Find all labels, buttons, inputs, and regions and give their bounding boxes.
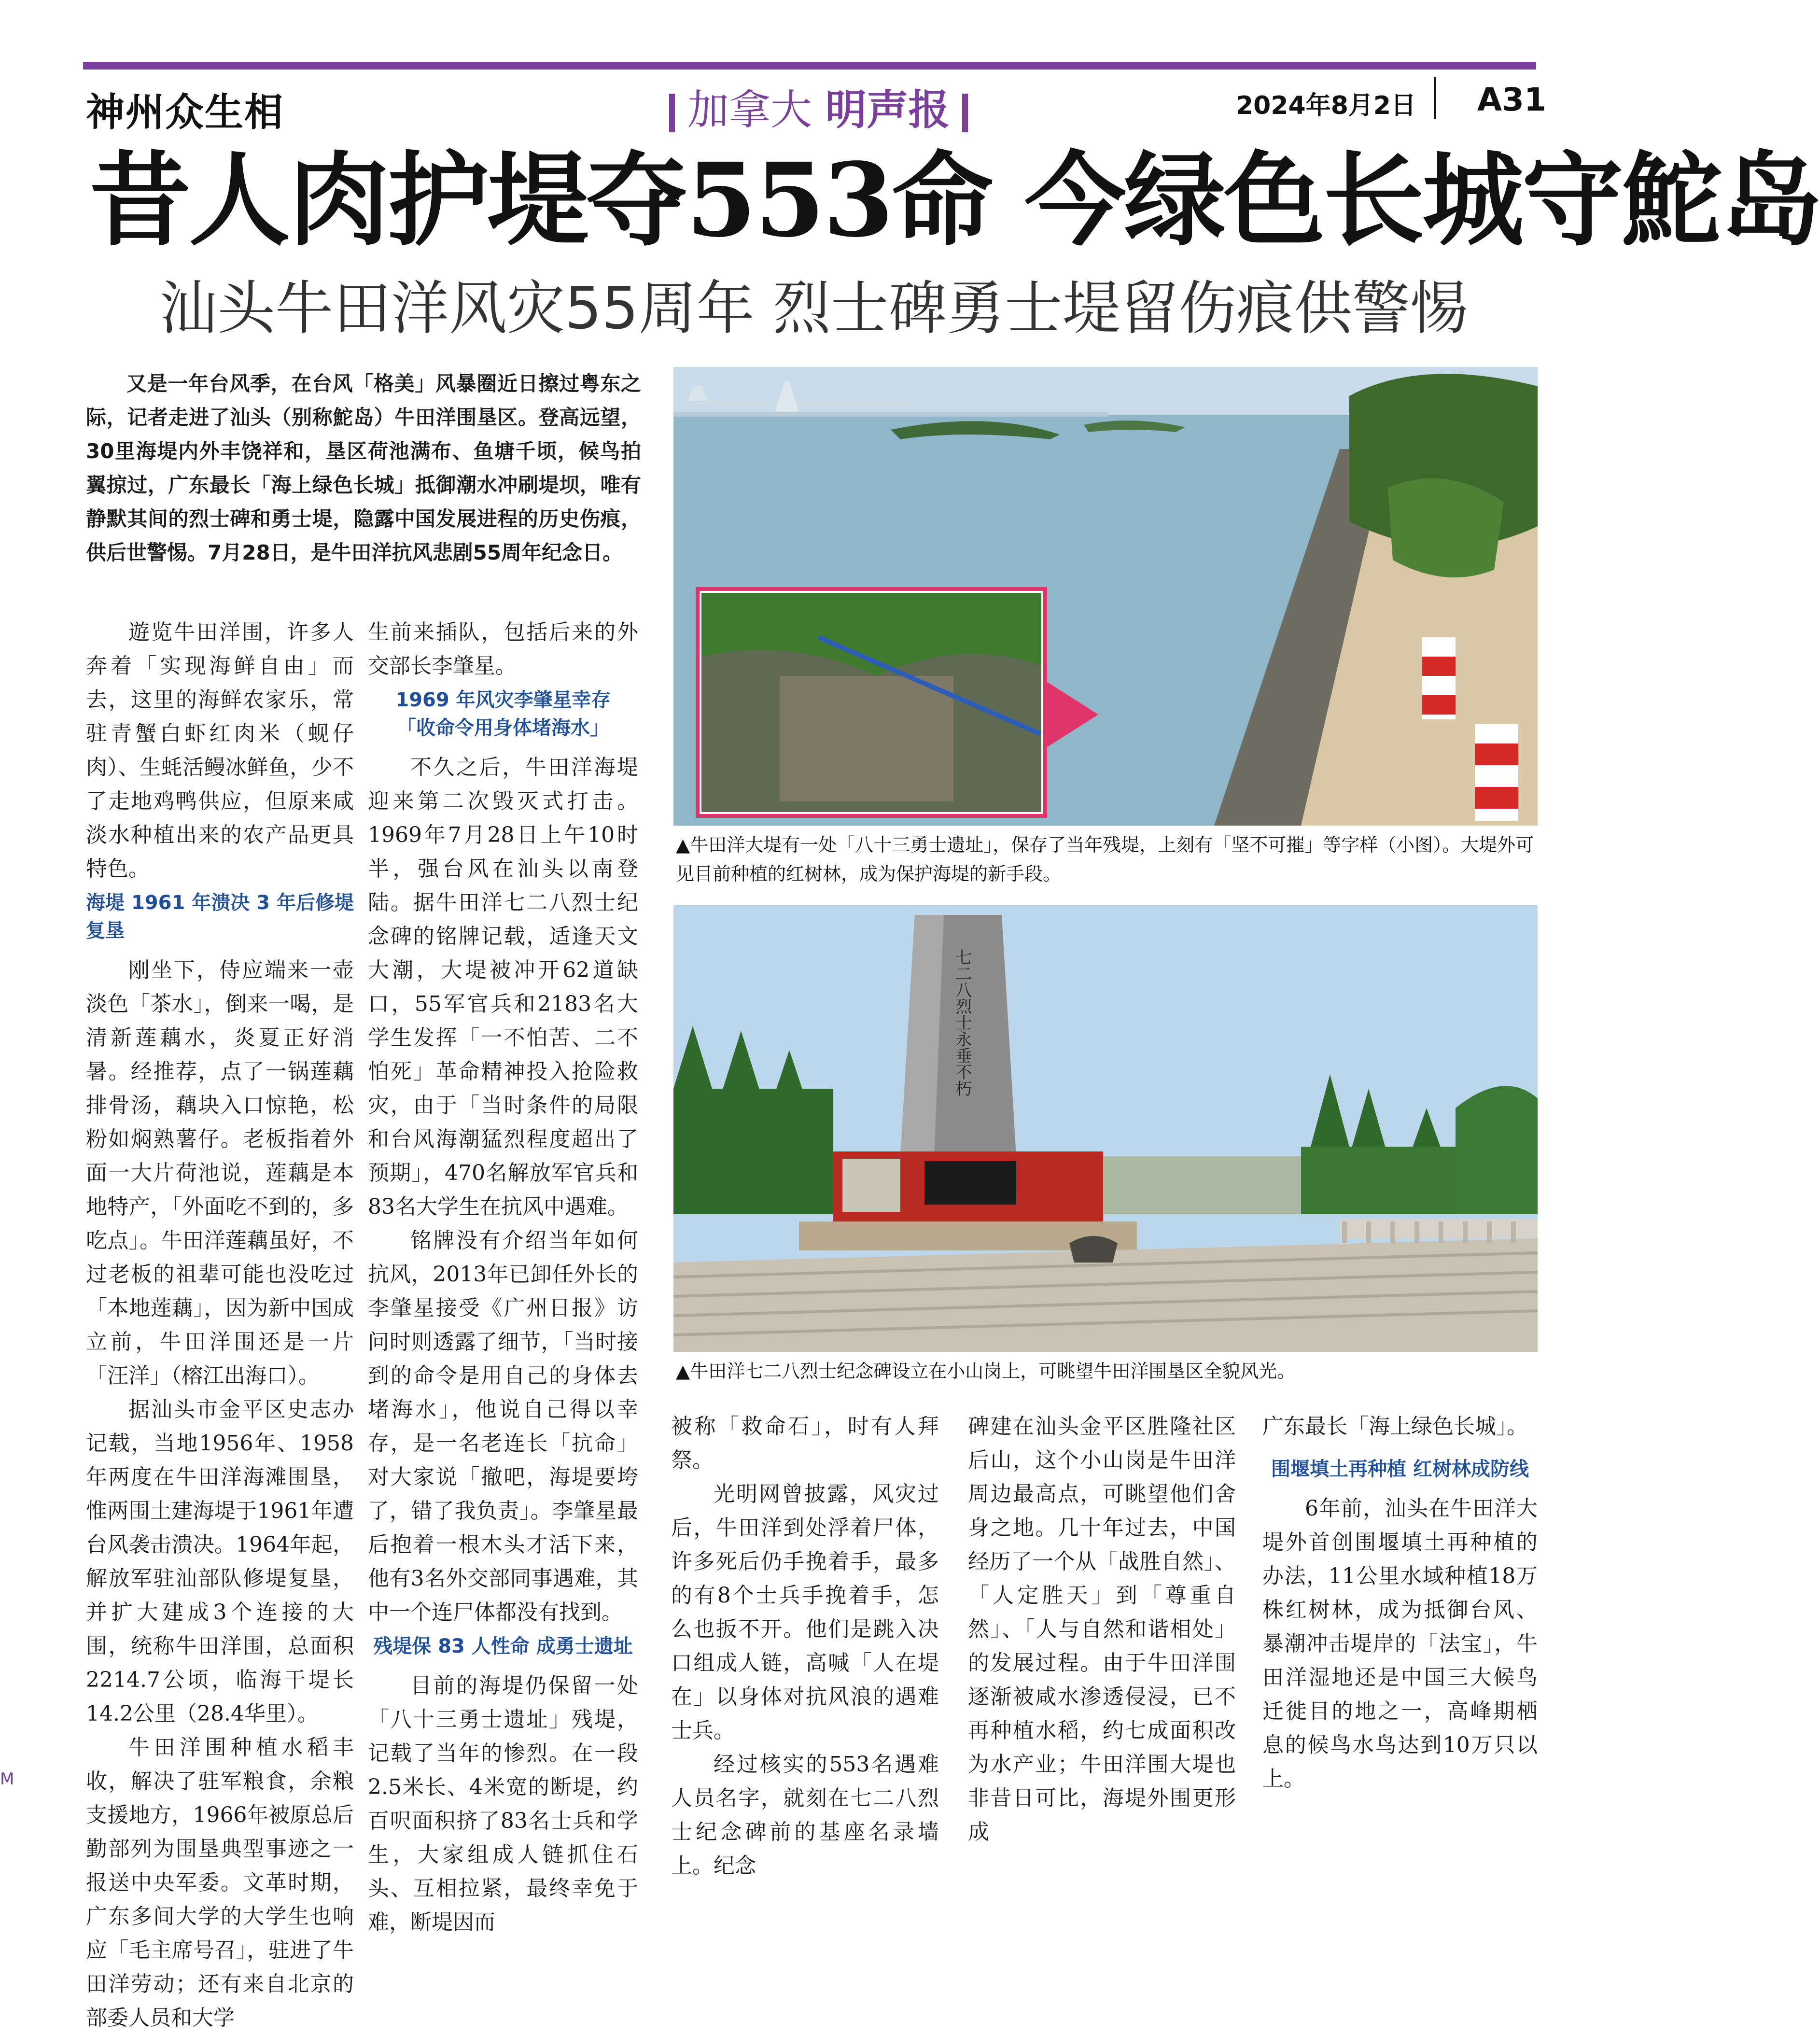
article-column-5 bbox=[1262, 1410, 1538, 1796]
headline: 昔人肉护堤夺553命 今绿色长城守鮀岛 bbox=[89, 140, 1820, 260]
subheading: 围堰填土再种植 红树林成防线 bbox=[1271, 1458, 1529, 1480]
photo-caption: ▲牛田洋七二八烈士纪念碑设立在小山岗上，可眺望牛田洋围垦区全貌风光。 bbox=[676, 1361, 1296, 1382]
paragraph: 不久之后，牛田洋海堤迎来第二次毁灭式打击。1969年7月28日上午10时半，强台风在汕头以南登陆。据牛田洋七二八烈士纪念碑的铭牌记载，适逢天文大潮，大堤被冲开62道缺口，55军官兵和2183名大学生发挥「一不怕苦、二不怕死」革命精神投入抢险救灾，由于「当时条件的局限和台风海潮猛烈程度超出了预期」，470名解放军官兵和83名大学生在抗风中遇难。 bbox=[368, 755, 638, 1219]
paragraph: 被称「救命石」，时有人拜祭。 bbox=[671, 1414, 939, 1473]
subheadline: 汕头牛田洋风灾55周年 烈士碑勇士堤留伤痕供警惕 bbox=[159, 275, 1468, 342]
article-column-2 bbox=[368, 616, 638, 1939]
section-title: 神州众生相 bbox=[86, 90, 284, 135]
corner-mark: M bbox=[0, 1769, 14, 1789]
monument-illustration bbox=[673, 905, 1538, 1352]
newspaper-name bbox=[657, 76, 980, 136]
paragraph: 据汕头市金平区史志办记载，当地1956年、1958年两度在牛田洋海滩围垦，惟两围土建海堤于1961年遭台风袭击溃决。1964年起，解放军驻汕部队修堤复垦，并扩大建成3个连接的大围，统称牛田洋围，总面积2214.7公顷，临海干堤长14.2公里（28.4华里）。 bbox=[86, 1397, 354, 1726]
article-column-3 bbox=[671, 1410, 939, 1883]
paragraph: 牛田洋围种植水稻丰收，解决了驻军粮食，余粮支援地方，1966年被原总后勤部列为围垦典型事迹之一报送中央军委。文革时期，广东多间大学的大学生也响应「毛主席号召」，驻进了牛田洋劳动；还有来自北京的部委人员和大学 bbox=[86, 1735, 354, 2030]
masthead-rule bbox=[83, 62, 1536, 70]
article-column-1 bbox=[86, 616, 354, 2035]
page-number: A31 bbox=[1477, 81, 1546, 118]
paragraph: 刚坐下，侍应端来一壶淡色「茶水」，倒来一喝，是清新莲藕水，炎夏正好消暑。经推荐，点了一锅莲藕排骨汤，藕块入口惊艳，松粉如焖熟薯仔。老板指着外面一大片荷池说，莲藕是本地特产，「外面吃不到的，多吃点」。牛田洋莲藕虽好，不过老板的祖辈可能也没吃过「本地莲藕」，因为新中国成立前，牛田洋围还是一片「汪洋」（榕江出海口）。 bbox=[86, 958, 354, 1388]
paragraph: 广东最长「海上绿色长城」。 bbox=[1262, 1414, 1528, 1439]
subheading: 残堤保 83 人性命 成勇士遗址 bbox=[373, 1635, 633, 1657]
paragraph: 生前来插队，包括后来的外交部长李肇星。 bbox=[368, 620, 638, 678]
subheading: 海堤 1961 年溃决 3 年后修堤复垦 bbox=[86, 892, 354, 942]
paragraph: 经过核实的553名遇难人员名字，就刻在七二八烈士纪念碑前的基座名录墙上。纪念 bbox=[671, 1752, 939, 1878]
article-column-4 bbox=[968, 1410, 1236, 1849]
issue-date: 2024年8月2日 bbox=[1236, 91, 1416, 120]
lead-paragraph: 又是一年台风季，在台风「格美」风暴圈近日擦过粤东之际，记者走进了汕头（别称鮀岛）牛田洋围垦区。登高远望，30里海堤内外丰饶祥和，垦区荷池满布、鱼塘千顷，候鸟拍翼掠过，广东最长「海上绿色长城」抵御潮水冲刷堤坝，唯有静默其间的烈士碑和勇士堤，隐露中国发展进程的历史伤痕，供后世警惕。7月28日，是牛田洋抗风悲剧55周年纪念日。 bbox=[86, 372, 641, 564]
paragraph: 遊览牛田洋围，许多人奔着「实现海鲜自由」而去，这里的海鲜农家乐，常驻青蟹白虾红肉米（蚬仔肉）、生蚝活鳗冰鲜鱼，少不了走地鸡鸭供应，但原来咸淡水种植出来的农产品更具特色。 bbox=[86, 620, 354, 881]
monument-inscription: 七二八烈士永垂不朽 bbox=[952, 949, 972, 1096]
subheading: 1969 年风灾李肇星幸存 「收命令用身体堵海水」 bbox=[395, 689, 611, 739]
paragraph: 6年前，汕头在牛田洋大堤外首创围堰填土再种植的办法，11公里水域种植18万株红树林，成为抵御台风、暴潮冲击堤岸的「法宝」，牛田洋湿地还是中国三大候鸟迁徙目的地之一，高峰期栖息的候鸟水鸟达到10万只以上。 bbox=[1262, 1496, 1538, 1791]
paper-name: 明声报 bbox=[825, 86, 950, 134]
right-bar bbox=[962, 94, 968, 132]
paragraph: 铭牌没有介绍当年如何抗风，2013年已卸任外长的李肇星接受《广州日报》访问时则透露了细节，「当时接到的命令是用自己的身体去堵海水」，他说自己得以幸存，是一名老连长「抗命」对大家说「撤吧，海堤要垮了，错了我负责」。李肇星最后抱着一根木头才活下来，他有3名外交部同事遇难，其中一个连尸体都没有找到。 bbox=[368, 1228, 638, 1625]
paper-prefix: 加拿大 bbox=[687, 86, 812, 134]
seawall-photo bbox=[673, 367, 1538, 826]
photo-caption: ▲牛田洋大堤有一处「八十三勇士遗址」，保存了当年残堤，上刻有「坚不可摧」等字样（小图）。大堤外可见目前种植的红树林，成为保护海堤的新手段。 bbox=[676, 834, 1534, 884]
paragraph: 光明网曾披露，风灾过后，牛田洋到处浮着尸体，许多死后仍手挽着手，最多的有8个士兵手挽着手，怎么也扳不开。他们是跳入决口组成人链，高喊「人在堤在」以身体对抗风浪的遇难士兵。 bbox=[671, 1482, 939, 1743]
seawall-illustration bbox=[673, 367, 1538, 826]
paragraph: 碑建在汕头金平区胜隆社区后山，这个小山岗是牛田洋周边最高点，可眺望他们舍身之地。几十年过去，中国经历了一个从「战胜自然」、「人定胜天」到「尊重自然」、「人与自然和谐相处」的发展过程。由于牛田洋围逐渐被咸水渗透侵浸，已不再种植水稻，约七成面积改为水产业；牛田洋围大堤也非昔日可比，海堤外围更形成 bbox=[968, 1414, 1236, 1844]
date-separator bbox=[1434, 77, 1436, 119]
left-bar bbox=[669, 94, 675, 132]
monument-photo bbox=[673, 905, 1538, 1352]
paragraph: 目前的海堤仍保留一处「八十三勇士遗址」残堤，记载了当年的惨烈。在一段2.5米长、4米宽的断堤，约百呎面积挤了83名士兵和学生，大家组成人链抓住石头、互相拉紧，最终幸免于难，断堤因而 bbox=[368, 1673, 638, 1935]
